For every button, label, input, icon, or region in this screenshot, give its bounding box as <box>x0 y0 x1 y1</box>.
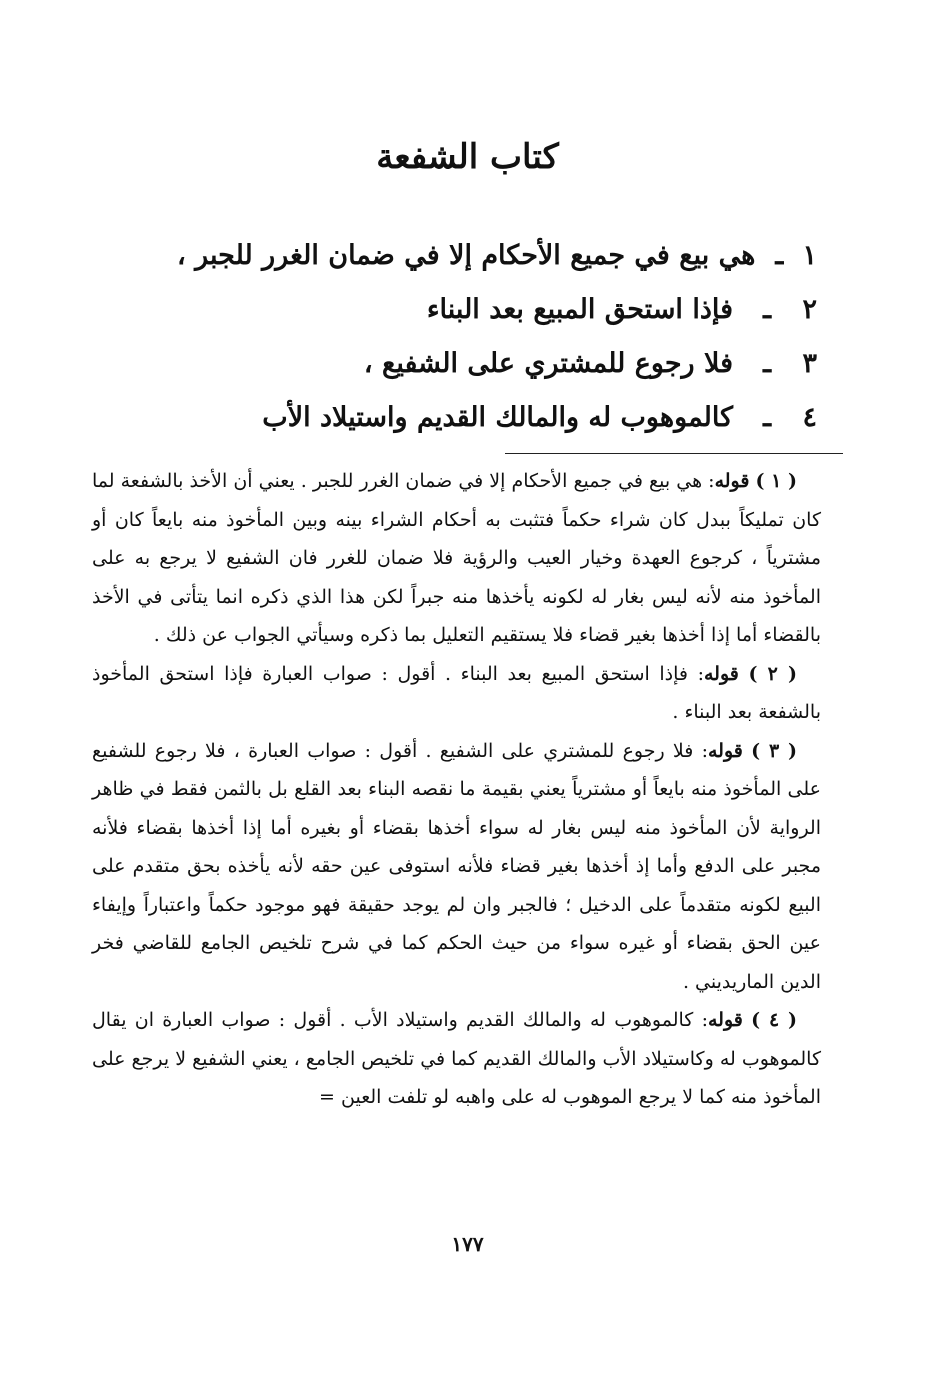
note-paragraph <box>92 1001 821 1117</box>
note-keyword: قوله <box>714 470 750 492</box>
main-item-dash: ـ <box>763 348 771 379</box>
main-item <box>177 294 817 348</box>
note-keyword: قوله <box>704 662 739 685</box>
main-item-dash: ـ <box>763 294 771 325</box>
note-paragraph <box>92 732 821 1002</box>
note-number: ( ٢ ) <box>748 662 797 685</box>
main-item <box>177 240 817 294</box>
main-text-list <box>177 240 817 456</box>
commentary-notes <box>92 462 821 1117</box>
main-item-text: فإذا استحق المبيع بعد البناء <box>426 294 733 325</box>
note-number: ( ٤ ) <box>751 1009 798 1031</box>
main-item-text: كالموهوب له والمالك القديم واستيلاد الأب <box>262 402 733 433</box>
note-body: : هي بيع في جميع الأحكام إلا في ضمان الغرر للجبر . يعني أن الأخذ بالشفعة لما كان تمليكاً ببدل كان شراء حكماً فتثبت به أحكام الشراء بينه وبين المأخوذ منه بايعاً كان أو مشترياً ، كرجوع العهدة وخيار العيب والرؤية فلا ضمان للغرر فان الشفيع لا يرجع به على المأخوذ منه لأنه ليس بغار له لكونه يأخذها منه جبراً لكن هذا الذي ذكره انما يتأتى في الأخذ بالقضاء أما إذا أخذها بغير قضاء فلا يستقيم التعليل بما ذكره وسيأتي الجواب عن ذلك . <box>92 470 821 646</box>
note-keyword: قوله <box>708 739 743 762</box>
main-item-dash: ـ <box>763 402 771 433</box>
note-paragraph <box>92 462 821 655</box>
commentary-note <box>92 462 821 655</box>
main-item-number: ١ <box>802 240 817 271</box>
main-item <box>177 348 817 402</box>
main-item-number: ٢ <box>802 294 817 325</box>
commentary-note <box>92 1001 821 1117</box>
note-paragraph <box>92 655 821 732</box>
main-item <box>177 402 817 456</box>
note-number: ( ٣ ) <box>751 739 798 762</box>
main-item-text: فلا رجوع للمشتري على الشفيع ، <box>363 348 733 379</box>
main-item-number: ٤ <box>802 402 817 433</box>
main-item-number: ٣ <box>802 348 817 379</box>
note-keyword: قوله <box>708 1009 743 1031</box>
footnote-divider <box>505 453 843 454</box>
note-number: ( ١ ) <box>755 470 798 492</box>
note-body: : فإذا استحق المبيع بعد البناء . أقول : صواب العبارة فإذا استحق المأخوذ بالشفعة بعد البناء . <box>92 662 821 723</box>
commentary-note <box>92 732 821 1002</box>
main-item-dash: ـ <box>775 240 784 271</box>
page-number: ١٧٧ <box>451 1232 484 1256</box>
commentary-note <box>92 655 821 732</box>
chapter-title: كتاب الشفعة <box>376 137 559 177</box>
note-body: : فلا رجوع للمشتري على الشفيع . أقول : صواب العبارة ، فلا رجوع للشفيع على المأخوذ منه بايعاً أو مشترياً يعني بقيمة ما نقصه البناء بعد القلع بل بالثمن فقط في ظاهر الرواية لأن المأخوذ منه ليس بغار له سواء أخذها بقضاء أو بغيره أما إذا أخذها بقضاء فلأنه مجبر على الدفع وأما إذ أخذها بغير قضاء فلأنه استوفى عين حقه لأنه يأخذه بحق متقدم على البيع لكونه متقدماً على الدخيل ؛ فالجبر وان لم يوجد حقيقة فهو موجود حكماً واعتباراً وإيفاء عين الحق بقضاء أو غيره سواء من حيث الحكم كما في شرح تلخيص الجامع للقاضي فخر الدين الماريديني . <box>92 739 821 993</box>
main-item-text: هي بيع في جميع الأحكام إلا في ضمان الغرر للجبر ، <box>177 240 756 271</box>
note-body: : كالموهوب له والمالك القديم واستيلاد الأب . أقول : صواب العبارة ان يقال كالموهوب له وكاستيلاد الأب والمالك القديم كما في تلخيص الجامع ، يعني الشفيع لا يرجع على المأخوذ منه كما لا يرجع الموهوب له على واهبه لو تلفت العين = <box>92 1009 821 1108</box>
